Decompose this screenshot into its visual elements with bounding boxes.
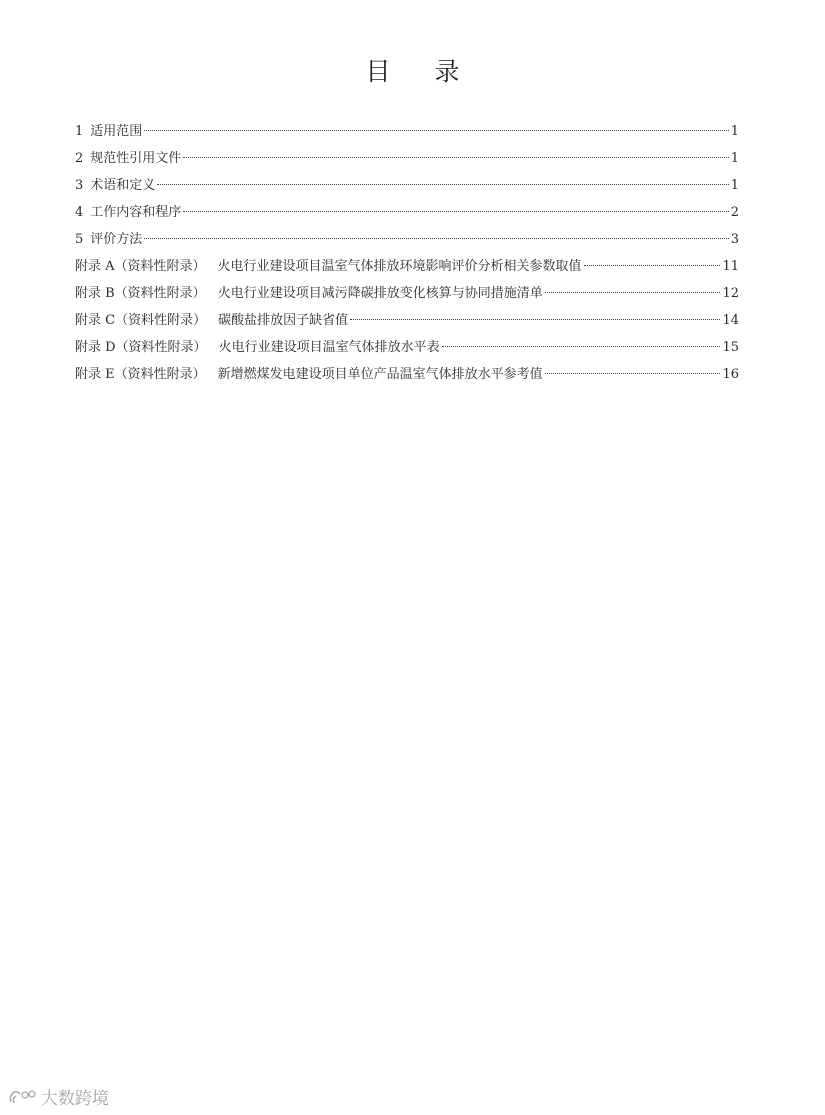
brand-logo-icon xyxy=(8,1088,38,1106)
toc-entry-page-number: 2 xyxy=(730,205,739,220)
toc-entry-number: 4 xyxy=(75,205,84,220)
toc-entry-appendix-prefix: 附录 D（资料性附录） xyxy=(75,340,207,355)
table-of-contents xyxy=(75,118,739,388)
toc-dot-leader xyxy=(183,211,728,212)
toc-entry-number: 1 xyxy=(75,124,84,139)
toc-entry-label: 评价方法 xyxy=(90,232,143,247)
toc-entry-label: 术语和定义 xyxy=(90,178,156,193)
toc-entry-number: 3 xyxy=(75,178,84,193)
toc-entry-label: 工作内容和程序 xyxy=(90,205,182,220)
toc-dot-leader xyxy=(545,373,721,374)
toc-entry[interactable] xyxy=(75,253,739,280)
toc-entry-label: 规范性引用文件 xyxy=(90,151,182,166)
watermark xyxy=(8,1084,109,1109)
toc-entry-label: 适用范围 xyxy=(90,124,143,139)
toc-entry-page-number: 15 xyxy=(722,340,739,355)
toc-entry[interactable] xyxy=(75,199,739,226)
toc-entry-label: 新增燃煤发电建设项目单位产品温室气体排放水平参考值 xyxy=(217,367,543,382)
toc-entry-label: 火电行业建设项目减污降碳排放变化核算与协同措施清单 xyxy=(217,286,543,301)
toc-entry[interactable] xyxy=(75,307,739,334)
toc-entry-page-number: 11 xyxy=(722,259,739,274)
toc-dot-leader xyxy=(144,130,728,131)
toc-dot-leader xyxy=(584,265,721,266)
toc-entry-page-number: 3 xyxy=(730,232,739,247)
toc-dot-leader xyxy=(545,292,721,293)
toc-entry[interactable] xyxy=(75,118,739,145)
toc-dot-leader xyxy=(157,184,728,185)
toc-entry-page-number: 1 xyxy=(730,124,739,139)
toc-entry-page-number: 1 xyxy=(730,151,739,166)
toc-entry-page-number: 1 xyxy=(730,178,739,193)
toc-entry-appendix-prefix: 附录 E（资料性附录） xyxy=(75,367,206,382)
toc-entry[interactable] xyxy=(75,280,739,307)
toc-entry[interactable] xyxy=(75,226,739,253)
toc-entry[interactable] xyxy=(75,172,739,199)
toc-entry[interactable] xyxy=(75,145,739,172)
toc-entry-page-number: 12 xyxy=(722,286,739,301)
toc-entry-label: 火电行业建设项目温室气体排放环境影响评价分析相关参数取值 xyxy=(217,259,582,274)
watermark-text: 大数跨境 xyxy=(41,1089,109,1109)
toc-dot-leader xyxy=(183,157,728,158)
toc-entry-label: 碳酸盐排放因子缺省值 xyxy=(218,313,349,328)
toc-entry[interactable] xyxy=(75,334,739,361)
toc-entry-appendix-prefix: 附录 B（资料性附录） xyxy=(75,286,206,301)
toc-entry-page-number: 14 xyxy=(722,313,739,328)
page-title: 目 录 xyxy=(365,57,478,86)
toc-entry-page-number: 16 xyxy=(722,367,739,382)
toc-entry-label: 火电行业建设项目温室气体排放水平表 xyxy=(218,340,440,355)
toc-dot-leader xyxy=(144,238,728,239)
toc-entry-appendix-prefix: 附录 A（资料性附录） xyxy=(75,259,206,274)
toc-dot-leader xyxy=(442,346,721,347)
toc-dot-leader xyxy=(350,319,720,320)
toc-entry-number: 5 xyxy=(75,232,84,247)
toc-entry-number: 2 xyxy=(75,151,84,166)
toc-entry-appendix-prefix: 附录 C（资料性附录） xyxy=(75,313,207,328)
toc-entry[interactable] xyxy=(75,361,739,388)
